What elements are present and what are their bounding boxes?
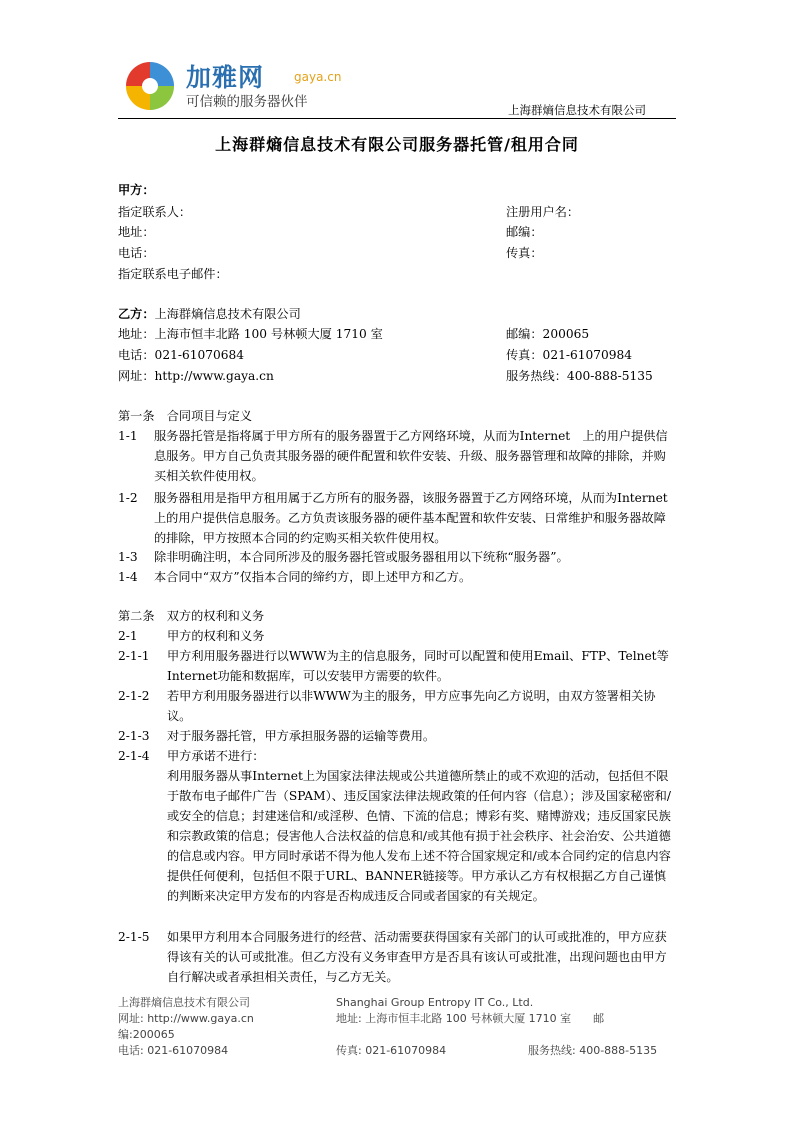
clause-number: 2-1-3 bbox=[118, 729, 150, 743]
footer-website: 网址: http://www.gaya.cn bbox=[118, 1012, 254, 1025]
clause-text: 若甲方利用服务器进行以非WWW为主的服务，甲方应事先向乙方说明，由双方签署相关协议。 bbox=[167, 689, 656, 723]
party-b-phone: 电话：021-61070684 bbox=[118, 348, 244, 362]
footer-hotline: 服务热线: 400-888-5135 bbox=[528, 1044, 658, 1057]
clause-number: 2-1-1 bbox=[118, 649, 150, 663]
party-b-line bbox=[118, 304, 301, 324]
party-a-phone: 电话： bbox=[118, 246, 155, 260]
clause-1-2 bbox=[118, 488, 693, 548]
clause-2-1 bbox=[118, 626, 678, 646]
logo-tagline: 可信赖的服务器伙伴 bbox=[186, 94, 308, 110]
party-a-fax: 传真： bbox=[506, 246, 543, 260]
party-a-username: 注册用户名： bbox=[506, 205, 580, 219]
header-divider bbox=[118, 118, 676, 119]
clause-text: 甲方利用服务器进行以WWW为主的信息服务，同时可以配置和使用Email、FTP、Telnet等Internet功能和数据库，可以安装甲方需要的软件。 bbox=[167, 649, 669, 683]
party-b-label: 乙方： bbox=[118, 307, 155, 321]
clause-2-1-2 bbox=[118, 686, 678, 726]
party-b-postcode: 邮编：200065 bbox=[506, 327, 590, 341]
page-title: 上海群熵信息技术有限公司服务器托管/租用合同 bbox=[215, 135, 579, 154]
party-b-fax: 传真：021-61070984 bbox=[506, 348, 632, 362]
clause-text: 甲方承诺不进行： bbox=[167, 749, 265, 763]
party-b-name: 上海群熵信息技术有限公司 bbox=[154, 307, 301, 321]
clause-number: 1-1 bbox=[118, 429, 138, 443]
clause-text: 服务器托管是指将属于甲方所有的服务器置于乙方网络环境，从而为Internet 上的用户提供信息服务。甲方自己负责其服务器的硬件配置和软件安装、升级、服务器管理和故障的排除，并购买相关软件使用权。 bbox=[154, 429, 668, 483]
footer-company-en: Shanghai Group Entropy IT Co., Ltd. bbox=[336, 996, 534, 1009]
footer-postcode: 编:200065 bbox=[118, 1028, 175, 1041]
footer-fax: 传真: 021-61070984 bbox=[336, 1044, 447, 1057]
footer-company-cn: 上海群熵信息技术有限公司 bbox=[118, 996, 250, 1009]
party-a-postcode: 邮编： bbox=[506, 225, 543, 239]
logo-domain: gaya.cn bbox=[294, 70, 342, 84]
clause-text: 本合同中“双方”仅指本合同的缔约方，即上述甲方和乙方。 bbox=[154, 570, 472, 584]
clause-2-1-4-body bbox=[118, 766, 678, 906]
party-a-email: 指定联系电子邮件： bbox=[118, 267, 228, 281]
clause-number: 1-4 bbox=[118, 570, 138, 584]
party-b-hotline: 服务热线：400-888-5135 bbox=[506, 369, 653, 383]
party-a-label: 甲方： bbox=[118, 183, 155, 197]
footer-address: 地址: 上海市恒丰北路 100 号林顿大厦 1710 室 邮 bbox=[336, 1012, 605, 1025]
party-a-address: 地址： bbox=[118, 225, 155, 239]
header-company: 上海群熵信息技术有限公司 bbox=[508, 103, 646, 117]
clause-2-1-5 bbox=[118, 927, 678, 987]
party-a-contact: 指定联系人： bbox=[118, 205, 192, 219]
clause-1-3 bbox=[118, 547, 678, 567]
clause-text: 对于服务器托管，甲方承担服务器的运输等费用。 bbox=[167, 729, 436, 743]
clause-number: 2-1-2 bbox=[118, 689, 150, 703]
clause-number: 1-3 bbox=[118, 550, 138, 564]
article2-heading: 第二条 双方的权利和义务 bbox=[118, 609, 265, 623]
logo-name: 加雅网 bbox=[186, 63, 265, 92]
party-b-website: 网址：http://www.gaya.cn bbox=[118, 369, 274, 383]
clause-2-1-1 bbox=[118, 646, 678, 686]
clause-number: 2-1-5 bbox=[118, 930, 150, 944]
clause-2-1-4 bbox=[118, 746, 678, 766]
clause-number: 2-1-4 bbox=[118, 749, 150, 763]
clause-text: 服务器租用是指甲方租用属于乙方所有的服务器，该服务器置于乙方网络环境，从而为Internet 上的用户提供信息服务。乙方负责该服务器的硬件基本配置和软件安装、日常维护和服务器故障的排除，甲方按照本合同的约定购买相关软件使用权。 bbox=[154, 491, 693, 545]
clause-2-1-3 bbox=[118, 726, 678, 746]
clause-text: 如果甲方利用本合同服务进行的经营、活动需要获得国家有关部门的认可或批准的，甲方应获得该有关的认可或批准。但乙方没有义务审查甲方是否具有该认可或批准，出现问题也由甲方自行解决或者承担相关责任，与乙方无关。 bbox=[167, 930, 667, 984]
footer-phone: 电话: 021-61070984 bbox=[118, 1044, 229, 1057]
clause-text: 除非明确注明，本合同所涉及的服务器托管或服务器租用以下统称“服务器”。 bbox=[154, 550, 569, 564]
clause-1-4 bbox=[118, 567, 678, 587]
logo-globe-icon bbox=[120, 54, 180, 114]
clause-number: 1-2 bbox=[118, 491, 138, 505]
party-b-address: 地址：上海市恒丰北路 100 号林顿大厦 1710 室 bbox=[118, 327, 383, 341]
clause-number: 2-1 bbox=[118, 629, 138, 643]
clause-1-1 bbox=[118, 426, 678, 486]
clause-text: 甲方的权利和义务 bbox=[167, 629, 265, 643]
article1-heading: 第一条 合同项目与定义 bbox=[118, 409, 253, 423]
clause-text: 利用服务器从事Internet上为国家法律法规或公共道德所禁止的或不欢迎的活动，包括但不限于散布电子邮件广告（SPAM）、违反国家法律法规政策的任何内容（信息）；涉及国家秘密和/或安全的信息；封建迷信和/或淫秽、色情、下流的信息；博彩有奖、赌博游戏；违反国家民族和宗教政策的信息；侵害他人合法权益的信息和/或其他有损于社会秩序、社会治安、公共道德的信息或内容。甲方同时承诺不得为他人发布上述不符合国家规定和/或本合同约定的信息内容提供任何便利，包括但不限于URL、BANNER链接等。甲方承认乙方有权根据乙方自己谨慎的判断来决定甲方发布的内容是否构成违反合同或者国家的有关规定。 bbox=[167, 769, 671, 903]
company-logo bbox=[118, 54, 358, 114]
